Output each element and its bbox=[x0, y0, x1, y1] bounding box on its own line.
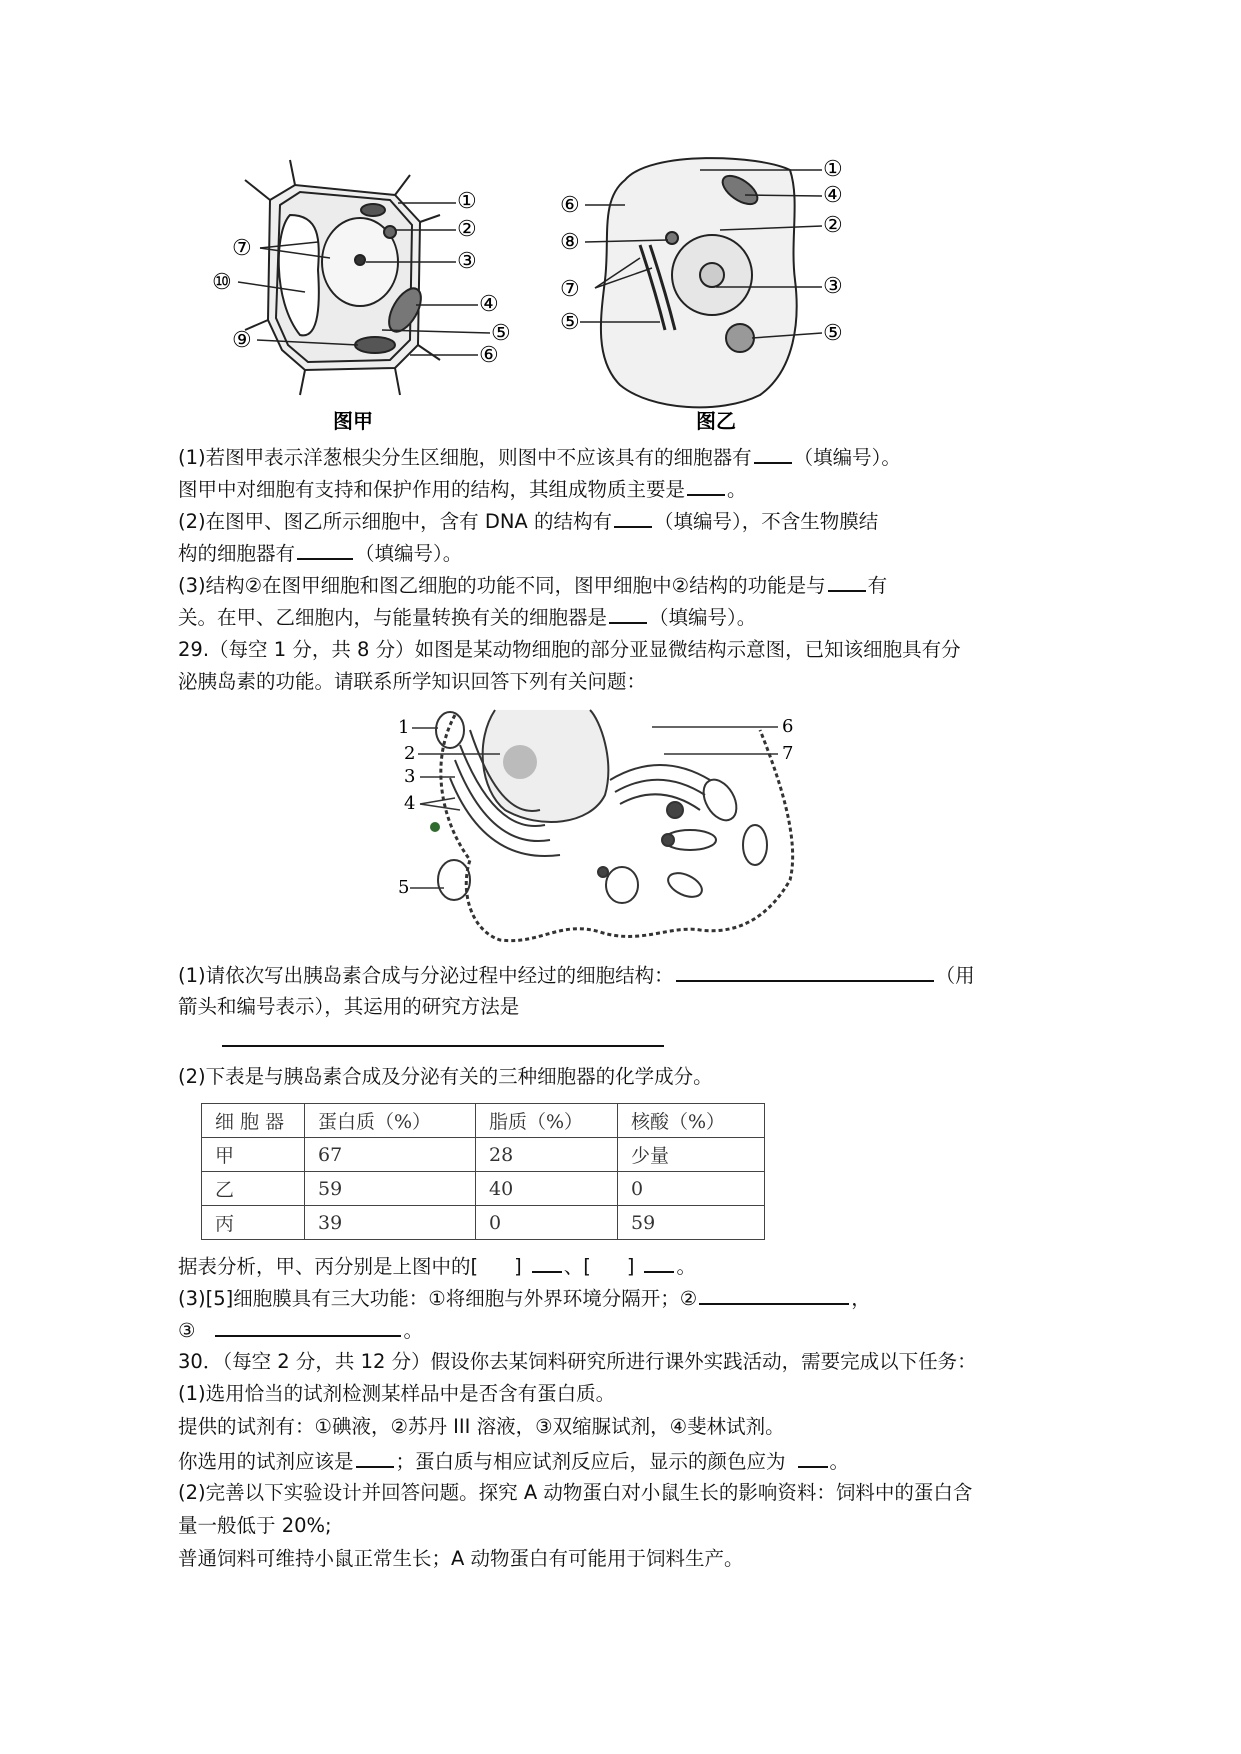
answer-blank[interactable] bbox=[297, 538, 353, 560]
chloroplast-2-shape bbox=[355, 337, 395, 353]
table-cell: 67 bbox=[305, 1138, 476, 1172]
q29-analysis bbox=[178, 1251, 696, 1281]
q30-p4: (2)完善以下实验设计并回答问题。探究 A 动物蛋白对小鼠生长的影响资料：饲料中的蛋白含 bbox=[178, 1481, 973, 1504]
q29-p3b: ， bbox=[851, 1287, 871, 1310]
q29-p1-line2: 箭头和编号表示），其运用的研究方法是 bbox=[178, 995, 520, 1018]
table-cell: 0 bbox=[618, 1172, 765, 1206]
q29-analysis-a: 据表分析，甲、丙分别是上图中的[ bbox=[178, 1255, 479, 1278]
q28-p2c: 构的细胞器有 bbox=[178, 542, 296, 565]
animal-label-4: ④ bbox=[823, 183, 843, 208]
plant-label-10: ⑩ bbox=[212, 270, 232, 295]
answer-blank[interactable] bbox=[532, 1251, 562, 1273]
plant-label-1: ① bbox=[457, 189, 477, 214]
answer-blank[interactable] bbox=[356, 1446, 394, 1468]
q28-p1b: （填编号）。 bbox=[793, 446, 901, 469]
q29-p2: (2)下表是与胰岛素合成及分泌有关的三种细胞器的化学成分。 bbox=[178, 1065, 713, 1088]
organelle-table bbox=[201, 1103, 765, 1240]
q29-analysis-e: 。 bbox=[676, 1255, 696, 1278]
q28-p2a: (2)在图甲、图乙所示细胞中，含有 DNA 的结构有 bbox=[178, 510, 612, 533]
q28-p1d: 。 bbox=[727, 478, 747, 501]
q29-analysis-c: 、[ bbox=[563, 1255, 591, 1278]
table-cell: 少量 bbox=[618, 1138, 765, 1172]
cell-label-6: 6 bbox=[782, 716, 794, 737]
table-header: 细 胞 器 bbox=[202, 1104, 305, 1138]
table-header-row bbox=[202, 1104, 765, 1138]
table-header: 蛋白质（%） bbox=[305, 1104, 476, 1138]
plant-label-5: ⑤ bbox=[491, 321, 511, 346]
q29-p1b: （用 bbox=[935, 964, 975, 987]
answer-blank[interactable] bbox=[828, 570, 866, 592]
q30-p1: (1)选用恰当的试剂检测某样品中是否含有蛋白质。 bbox=[178, 1382, 616, 1405]
table-cell: 40 bbox=[476, 1172, 618, 1206]
q28-line6 bbox=[178, 602, 756, 632]
table-cell: 59 bbox=[305, 1172, 476, 1206]
q29-p3a: (3)[5]细胞膜具有三大功能：①将细胞与外界环境分隔开；② bbox=[178, 1287, 698, 1310]
plant-label-9: ⑨ bbox=[232, 328, 252, 353]
plant-cell-diagram bbox=[245, 160, 440, 395]
q30-p3c: 。 bbox=[829, 1450, 850, 1473]
animal-label-6: ⑥ bbox=[560, 193, 580, 218]
answer-blank[interactable] bbox=[754, 442, 792, 464]
q28-p2d: （填编号）。 bbox=[355, 542, 463, 565]
q30-p5: 量一般低于 20%; bbox=[178, 1514, 332, 1537]
answer-blank-long[interactable] bbox=[222, 1045, 664, 1047]
table-cell: 0 bbox=[476, 1206, 618, 1240]
q29-analysis-b: ] bbox=[514, 1255, 522, 1278]
animal-label-5a: ⑤ bbox=[560, 310, 580, 335]
plant-label-7: ⑦ bbox=[232, 236, 252, 261]
q30-head: 30．（每空 2 分，共 12 分）假设你去某饲料研究所进行课外实践活动，需要完成以下任务： bbox=[178, 1350, 977, 1373]
table-cell: 28 bbox=[476, 1138, 618, 1172]
answer-blank[interactable] bbox=[614, 506, 652, 528]
table-cell: 59 bbox=[618, 1206, 765, 1240]
q28-line2 bbox=[178, 474, 747, 504]
secretory-cell-diagram bbox=[0, 700, 1241, 955]
q30-p3b: ；蛋白质与相应试剂反应后，显示的颜色应为 bbox=[395, 1450, 786, 1473]
answer-blank[interactable] bbox=[798, 1446, 828, 1468]
answer-blank[interactable] bbox=[609, 602, 647, 624]
answer-blank[interactable] bbox=[676, 960, 934, 982]
table-header: 核酸（%） bbox=[618, 1104, 765, 1138]
answer-blank[interactable] bbox=[687, 474, 725, 496]
q30-p3 bbox=[178, 1446, 849, 1476]
table-header: 脂质（%） bbox=[476, 1104, 618, 1138]
answer-blank[interactable] bbox=[215, 1315, 401, 1337]
q29-p3-line1 bbox=[178, 1283, 871, 1313]
q29-p1-line1 bbox=[178, 960, 975, 990]
cell-figures bbox=[0, 0, 1241, 440]
q28-p3c: 关。在甲、乙细胞内，与能量转换有关的细胞器是 bbox=[178, 606, 608, 629]
table-row bbox=[202, 1172, 765, 1206]
q28-line1 bbox=[178, 442, 901, 472]
animal-label-5b: ⑤ bbox=[823, 321, 843, 346]
q28-line4 bbox=[178, 538, 462, 568]
q28-line3 bbox=[178, 506, 878, 536]
q28-p1c: 图甲中对细胞有支持和保护作用的结构，其组成物质主要是 bbox=[178, 478, 686, 501]
animal-label-7: ⑦ bbox=[560, 277, 580, 302]
table-cell: 甲 bbox=[202, 1138, 305, 1172]
q29-p3d: 。 bbox=[403, 1319, 423, 1342]
animal-label-1: ① bbox=[823, 157, 843, 182]
plant-label-2: ② bbox=[457, 217, 477, 242]
answer-blank[interactable] bbox=[644, 1251, 674, 1273]
q28-p1a: (1)若图甲表示洋葱根尖分生区细胞，则图中不应该具有的细胞器有 bbox=[178, 446, 752, 469]
q29-p3-line2 bbox=[178, 1315, 423, 1345]
q29-head1: 29.（每空 1 分，共 8 分）如图是某动物细胞的部分亚显微结构示意图，已知该细胞具有分 bbox=[178, 638, 961, 661]
caption-right: 图乙 bbox=[696, 409, 736, 433]
cell-label-2: 2 bbox=[404, 743, 416, 764]
cell-label-7: 7 bbox=[782, 743, 794, 764]
q28-p3d: （填编号）。 bbox=[649, 606, 757, 629]
q28-p3a: (3)结构②在图甲细胞和图乙细胞的功能不同，图甲细胞中②结构的功能是与 bbox=[178, 574, 826, 597]
table-cell: 39 bbox=[305, 1206, 476, 1240]
animal-label-8: ⑧ bbox=[560, 230, 580, 255]
animal-label-2: ② bbox=[823, 213, 843, 238]
cell-label-4: 4 bbox=[404, 793, 416, 814]
table-row bbox=[202, 1138, 765, 1172]
table-row bbox=[202, 1206, 765, 1240]
q28-p2b: （填编号），不含生物膜结 bbox=[653, 510, 879, 533]
table-cell: 丙 bbox=[202, 1206, 305, 1240]
cell-label-3: 3 bbox=[404, 766, 416, 787]
q29-p1a: (1)请依次写出胰岛素合成与分泌过程中经过的细胞结构： bbox=[178, 964, 674, 987]
q29-analysis-d: ] bbox=[626, 1255, 635, 1278]
plant-label-4: ④ bbox=[479, 292, 499, 317]
animal-label-3: ③ bbox=[823, 274, 843, 299]
caption-left: 图甲 bbox=[333, 409, 373, 433]
q30-p3a: 你选用的试剂应该是 bbox=[178, 1450, 354, 1473]
table-cell: 乙 bbox=[202, 1172, 305, 1206]
cell-label-5: 5 bbox=[398, 877, 410, 898]
q29-p3c: ③ bbox=[178, 1319, 196, 1342]
q30-p2: 提供的试剂有：①碘液，②苏丹 III 溶液，③双缩脲试剂，④斐林试剂。 bbox=[178, 1415, 785, 1438]
plant-label-6: ⑥ bbox=[479, 343, 499, 368]
q28-p3b: 有 bbox=[867, 574, 888, 597]
plant-label-3: ③ bbox=[457, 249, 477, 274]
q29-head2: 泌胰岛素的功能。请联系所学知识回答下列有关问题： bbox=[178, 670, 647, 693]
cell-label-1: 1 bbox=[398, 717, 410, 738]
q30-p6: 普通饲料可维持小鼠正常生长；A 动物蛋白有可能用于饲料生产。 bbox=[178, 1547, 744, 1570]
answer-blank[interactable] bbox=[699, 1283, 849, 1305]
q28-line5 bbox=[178, 570, 887, 600]
